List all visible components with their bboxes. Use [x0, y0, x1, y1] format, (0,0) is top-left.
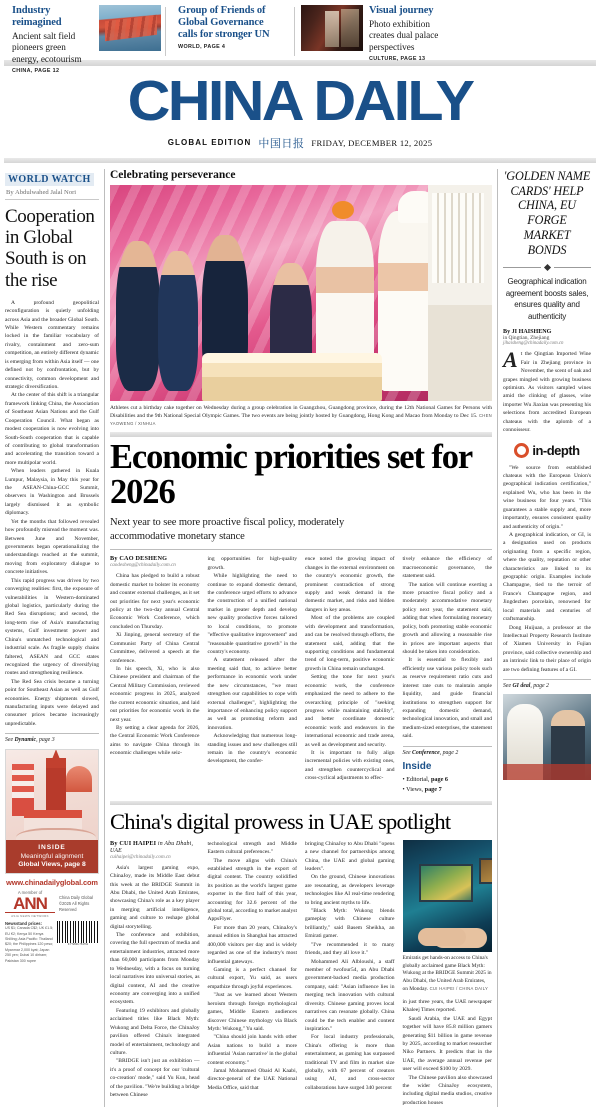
- main-headline[interactable]: Economic priorities set for 2026: [110, 438, 472, 511]
- paragraph: A geographical indication, or GI, is a designation used on products originating from a specific region, where the quality, reputation or other characteristics are linked to its geographic origin. Examples include Champagne, tied to the terroir of France's Champagne region, and Jingdezhen porcelain, renowned for local materials and centuries of craftsmanship.: [503, 531, 591, 623]
- uae-column-3: [305, 840, 395, 1107]
- athlete-figure: [116, 241, 160, 391]
- left-column: [5, 169, 104, 1107]
- story-body: [305, 555, 395, 782]
- bridge-illustration: [16, 828, 96, 840]
- paragraph: Setting the tone for next year's economic work, the conference emphasized the need to adhere to the overarching principle of "seeking progress while maintaining stability", and better coordinate domestic economic work and endeavors in the international economic and trade arena, as well as development and security.: [305, 674, 395, 748]
- inside-heading: Inside: [402, 760, 432, 772]
- in-depth-brand: [503, 443, 591, 458]
- story-body: [110, 864, 200, 1100]
- paragraph: Most of the problems are coupled with development and transformation, and can be resolved through efforts, the statement said, adding that the supporting conditions and fundamental trend of long-term, positive economic growth in China remain unchanged.: [305, 615, 395, 672]
- paragraph: The move aligns with China's established strength in the export of digital content. The country solidified its position as the world's largest game exporter in the first half of this year, accounting for 32.6 percent of the global total, according to market analyst AppsFlyer.: [207, 857, 297, 923]
- page-grid: [0, 163, 600, 1107]
- story-column-4: [403, 555, 493, 795]
- barcode-block: [57, 921, 99, 964]
- lead-photo-caption: [110, 401, 492, 428]
- paragraph: While highlighting the need to continue to expand domestic demand, the conference urged efforts to advance the construction of a unified national market in greater depth and develop new quality productive forces tailored to local conditions, to promote "effective qualitative improvement" and "reasonable quantitative growth" in the country's economy.: [207, 573, 297, 655]
- teaser-kicker: Visual journey: [369, 5, 434, 16]
- barcode-icon: [57, 921, 99, 943]
- promo-page-ref: Global Views, page 8: [18, 861, 86, 869]
- world-watch-headline[interactable]: Cooperation in Global South is on the rise: [5, 205, 95, 291]
- story-body: [208, 840, 298, 1093]
- uae-column-1: [110, 840, 200, 1107]
- website-url[interactable]: www.chinadailyglobal.com: [6, 878, 98, 888]
- athlete-figure: [158, 251, 198, 391]
- chinese-title-characters: 中国日报: [258, 136, 305, 150]
- gi-byline: By JI HAISHENG: [503, 329, 552, 336]
- kremlin-tower-illustration: [46, 758, 66, 816]
- center-column: [105, 169, 497, 1107]
- paragraph: in just three years, the UAE newspaper Khaleej Times reported.: [402, 998, 492, 1014]
- uae-story-columns: [110, 840, 492, 1107]
- paragraph: A statement released after the meeting said that, to achieve better performance in economic work under the new circumstances, "we must strengthen our capabilities to cope with external challenges", highlighting the importance of enhancing policy support as well as promoting reform and innovation.: [207, 657, 297, 731]
- gi-byline-email[interactable]: jihaisheng@chinadaily.com.cn: [503, 341, 564, 347]
- player-hand: [418, 928, 466, 946]
- teaser-deck: Ancient salt field pioneers green energy, ecotourism: [12, 31, 82, 64]
- edition-label: GLOBAL EDITION: [167, 138, 252, 148]
- paragraph: Xi Jinping, general secretary of the Communist Party of China Central Committee, delivered a speech at the conference.: [110, 632, 200, 664]
- photo-foreground-band: [503, 764, 591, 780]
- world-watch-badge: WORLD WATCH: [5, 173, 94, 186]
- main-deck: Next year to see more proactive fiscal policy, moderately accommodative monetary stance: [110, 517, 345, 542]
- newspaper-title[interactable]: CHINA DAILY: [127, 69, 473, 133]
- paragraph: When leaders gathered in Kuala Lumpur, Malaysia, in May this year for the ASEAN-China-GCC Summit, observers in Washington and Brussels largely dismissed it as symbolic diplomacy.: [5, 468, 99, 517]
- story-column-2: [208, 555, 298, 795]
- inside-list: [403, 775, 493, 796]
- divider: [5, 199, 99, 200]
- uae-column-2: [208, 840, 298, 1107]
- teaser-item-culture[interactable]: [301, 5, 451, 62]
- teaser-kicker: Industry reimagined: [12, 5, 62, 29]
- paragraph: Yet the months that followed revealed how profoundly misread the moment was. Between June and November, governments began operationalizing the understandings reached at the summit, moving from exploratory dialogue to concrete initiatives.: [5, 518, 99, 576]
- deck-row: [110, 516, 492, 543]
- main-story-columns: [110, 555, 492, 795]
- paragraph: Saudi Arabia, the UAE and Egypt together will have 85.8 million gamers generating $11 billion in game revenue by 2025, according to market researcher Niko Partners. It predicts that in the UAE, the average annual revenue per user will exceed $100 by 2029.: [402, 1015, 492, 1073]
- story-body: [208, 555, 298, 766]
- gi-byline-location: in Qingtian, Zhejiang: [503, 335, 550, 342]
- birthday-cake-celebration-photo: [110, 185, 492, 401]
- lead-photo-kicker: Celebrating perseverance: [110, 168, 236, 181]
- gi-lead-paragraph: At the Qingtian Imported Wine Fair in Zhejiang province in November, the scent of oak and grapes mingled with growing business optimism. As visitors sampled wines amid the clinking of glasses, wine importer Wu Jiaxian was presenting his selections from accredited European chateaus with the aplomb of a connoisseur.: [503, 347, 592, 434]
- story-body: [403, 555, 493, 740]
- paragraph: ing opportunities for high-quality growth.: [207, 556, 297, 571]
- paragraph: For local industry professionals, China's offering is more than entertainment, as gaming has surpassed traditional TV and film in market size globally, with 67 percent of creators using AI, and cross-sector collaborations have surged 340 percent: [305, 1034, 395, 1091]
- gaming-expo-photo: [403, 840, 493, 952]
- paragraph: The nation will continue exerting a more proactive fiscal policy and a moderately accommodative monetary policy next year, the statement said, adding that when formulating monetary policy, both promoting stable economic growth and allowing a reasonable rise in prices are important aspects that should be taken into consideration.: [402, 581, 492, 655]
- paragraph: "Black Myth: Wukong blends gameplay with Chinese culture brilliantly," said Basem Sheikha, an Emirati gamer.: [305, 908, 395, 940]
- monitor-screen: [479, 858, 493, 884]
- see-prefix: See: [402, 749, 412, 756]
- see-page: , page 2: [530, 683, 549, 690]
- world-watch-body: [5, 299, 99, 729]
- prices-title: Newsstand prices:: [5, 921, 43, 927]
- paragraph: Dong Huijuan, a professor at the Intellectual Property Research Institute of Xiamen University in Fujian province, said collective ownership and an intrinsic link to their place of origin are two defining features of a GI.: [503, 624, 591, 673]
- paragraph: "Just as we learned about Western heroism through foreign mythological games, Middle Eastern audiences discover Chinese mythology via Black Myth: Wukong," Yu said.: [207, 992, 297, 1032]
- world-watch-author: By Abdulwahed Jalal Nori: [6, 188, 77, 196]
- museum-exhibition-thumbnail-image: [301, 5, 363, 51]
- paragraph: By setting a clear agenda for 2026, the Central Economic Work Conference aims to navigate China through its economic challenges while seiz-: [110, 724, 200, 757]
- paragraph: Acknowledging that numerous long-standing issues and new challenges still remain in the country's economic development, the confer-: [207, 733, 297, 765]
- see-page: , page 3: [36, 737, 55, 744]
- ann-subtitle: ASIA NEWS NETWORK: [5, 912, 55, 918]
- paragraph: "China should join hands with other Asian nations to build a more influential 'Asian narrative' in the global content economy.": [207, 1034, 297, 1066]
- teaser-deck: Photo exhibition creates dual palace perspectives: [369, 19, 439, 52]
- teaser-page-ref: CULTURE, PAGE 13: [369, 55, 426, 62]
- paragraph: "BRIDGE isn't just an exhibition — it's a proof of concept for our 'cultural co-creation' mode," said Yu Kun, head of the pavilion. "We're building a bridge between Chinese: [110, 1058, 200, 1099]
- barcode-number: 9 772631 751761: [67, 943, 89, 947]
- story-column-3: [305, 555, 395, 795]
- see-target: GI deal: [512, 683, 531, 690]
- paragraph: The Chinese pavilion also showcased the wider ChinaJoy ecosystem, including digital media studios, creative production houses: [402, 1074, 492, 1106]
- photo-credit: CHEN YAOWENG / XINHUA: [110, 412, 493, 426]
- byline-name: By CUI HAIPEI: [110, 839, 157, 847]
- paragraph: In his speech, Xi, who is also Chinese president and chairman of the Central Military Commission, reviewed economic progress in 2025, analyzed the current economic situation, and laid out priorities for economic work in the next year.: [110, 665, 200, 723]
- inside-item[interactable]: [403, 785, 493, 796]
- paragraph: The conference and exhibition, covering the full spectrum of media and entertainment industries, attracted more than 60,000 participants from Monday to Wednesday, with a focus on turning local narratives into universal stories, as digital content, AI and the creative economy are converging into a unified ecosystem.: [110, 932, 200, 1006]
- byline-location: in Abu Dhabi, UAE: [110, 840, 194, 854]
- paragraph: bringing ChinaJoy to Abu Dhabi "opens a new channel for partnerships among China, the UAE and global gaming leaders".: [305, 840, 395, 872]
- inside-item-label: • Editorial,: [402, 775, 431, 783]
- paragraph: ence noted the growing impact of changes in the external environment on the country's economic growth, the prominent contradiction of strong supply and weak demand in the domestic market, and risks and hidden dangers in key areas.: [305, 556, 395, 613]
- paragraph: This rapid progress was driven by two converging realities: first, the exposure of vulnerabilities in Western-dominated global logistics, particularly during the Red Sea disruptions; and second, the long-term rise of Asia's manufacturing systems, Gulf investment power and China's unmatched technological and industrial scale. As fragile supply chains faltered, ASEAN and GCC states recognized the urgency of diversifying routes and strengthening resilience.: [5, 577, 99, 677]
- section-rule: [110, 801, 492, 805]
- story-body: [110, 572, 200, 757]
- footer-block: [5, 890, 99, 918]
- promo-title: Meaningful alignment: [20, 853, 84, 861]
- main-byline: By CAO DESHENG: [110, 555, 168, 563]
- teaser-page-ref: CHINA, PAGE 12: [12, 67, 60, 74]
- paragraph: On the ground, Chinese innovations are resonating, as developers leverage technologies like AI real-time rendering to bring ancient myths to life.: [305, 874, 395, 906]
- paragraph: China has pledged to build a robust domestic market to bolster its economy and counter external challenges, as it set out priorities for next year's economic policy at the two-day annual Central Economic Work Conference, which concluded on Thursday.: [110, 573, 200, 630]
- promo-illustration: [6, 750, 98, 840]
- circle-icon: [514, 443, 529, 458]
- newsstand-prices: [5, 921, 54, 964]
- inside-item-page: page 7: [424, 786, 442, 794]
- paragraph: For more than 20 years, ChinaJoy's annual edition in Shanghai has attracted 400,000 visitors per day and is widely regarded as one of the industry's most influential gateways.: [207, 924, 297, 965]
- teaser-item-china[interactable]: [6, 5, 161, 74]
- paragraph: Mohammed Ali Albloushi, a staff member of twofour54, an Abu Dhabi government-backed media production company, said: "Asian influence lies in merging tech innovation with cultural diversity. Chinese gaming proves local narratives can resonate globally. China could be the tech enabler and content inspiration.": [305, 958, 395, 1032]
- teaser-item-world[interactable]: [172, 5, 290, 58]
- inside-item-page: page 6: [430, 775, 448, 783]
- salt-field-thumbnail-image: [99, 5, 161, 51]
- paragraph: "I've recommended it to many friends, and they all love it.": [305, 941, 395, 957]
- paragraph: The Red Sea crisis became a turning point for Southeast Asian as well as Gulf economies. Energy shipments slowed, manufacturing inputs were delayed and consumer prices became increasingly unpredictable.: [5, 678, 99, 727]
- gi-continuation-ref[interactable]: [503, 679, 591, 689]
- teaser-page-ref: WORLD, PAGE 4: [178, 44, 226, 51]
- paragraph: It is essential to flexibly and efficiently use various policy tools such as reserve requirement ratio cuts and interest rate cuts to maintain ample liquidity, and guide financial institutions to strengthen support for expanding domestic demand, technological innovation, and small and medium-sized enterprises, the statement said.: [402, 657, 492, 740]
- caption-text: Emiratis get hands-on access to China's globally acclaimed game Black Myth: Wukong at the BRIDGE Summit 2025 in Abu Dhabi, the United Arab Emirates, on Monday.: [402, 954, 492, 992]
- inside-item-label: • Views,: [402, 786, 425, 794]
- ann-logo: ANN: [13, 894, 47, 914]
- ann-member-label: A member of: [17, 890, 43, 896]
- paragraph: Featuring 19 exhibitors and globally acclaimed titles like Black Myth: Wukong and Delta Force, the ChinaJoy pavilion offered China's integrated model of entertainment, technology and culture.: [110, 1007, 200, 1056]
- gi-deck: Geographical indication agreement boosts sales, ensures quality and authenticity: [505, 276, 589, 321]
- publication-date: FRIDAY, DECEMBER 12, 2025: [311, 137, 433, 148]
- world-watch-continuation-ref[interactable]: [5, 733, 99, 743]
- paragraph: It is important to fully align incremental policies with existing ones, and strengthen countercyclical and cross-cyclical adjustments to effec-: [305, 750, 395, 782]
- main-byline-email[interactable]: caodesheng@chinadaily.com.cn: [110, 562, 176, 569]
- uae-headline[interactable]: China's digital prowess in UAE spotlight: [110, 808, 451, 834]
- dome-illustration: [66, 766, 92, 792]
- see-target: Conference: [412, 749, 440, 756]
- rule-line: [503, 267, 541, 268]
- paragraph: Asia's largest gaming expo, ChinaJoy, made its Middle East debut this week at the BRIDGE Summit in Abu Dhabi, the United Arab Emirates, showcasing China's role as a key player in merging artificial intelligence, gaming and culture to reshape global digital storytelling.: [110, 864, 200, 930]
- see-prefix: See: [5, 737, 15, 744]
- inside-promo-card[interactable]: [5, 749, 99, 874]
- caption-text: Athletes cut a birthday cake together on Wednesday during a group celebration in Guangzhou, Guangdong province, during the 12th National Games for Persons with Disabilities and the 9th National Special Olympic Games. The two events are being jointly hosted by Guangdong, Hong Kong and Macao from Monday to Dec 15.: [110, 404, 492, 419]
- ann-logo-block: [5, 890, 55, 918]
- paragraph: "We source from established chateaus with the European Union's geographical indication certification," explained Wu, who has been in the wine business for four years. "This guarantees a stable supply and, more importantly, ensures consistent quality and authenticity of origin.": [503, 464, 591, 530]
- uae-photo-caption: [403, 952, 493, 994]
- teaser-divider: [165, 7, 166, 56]
- story-column-1: [110, 555, 200, 795]
- gi-body: [503, 464, 591, 675]
- uae-column-4: [403, 840, 493, 1107]
- see-target: Dynamic: [14, 737, 37, 744]
- prices-row: [5, 921, 99, 964]
- main-continuation-ref[interactable]: [403, 746, 493, 756]
- headline-rule: [110, 549, 492, 550]
- diamond-icon: [543, 264, 550, 271]
- cake-topper: [332, 201, 354, 219]
- prices-list: US $1; Canada C$2; UK £1.5; EU €2; Kenya 50 Kenya Shilling; Asia Pacific: Thailand $20; the Philippines 120 peso; Myanmar 2,000 kyat; Japan 250 yen; Dubai 10 dirham; Pakistan 300 rupee: [5, 926, 54, 963]
- paragraph: technological strength and Middle Eastern cultural preferences.": [207, 840, 297, 856]
- monitor-screen: [419, 864, 473, 902]
- diamond-divider: [503, 265, 591, 270]
- paragraph: tively enhance the efficiency of macroeconomic governance, the statement said.: [402, 556, 492, 580]
- promo-kicker: INSIDE: [38, 844, 66, 852]
- inside-item[interactable]: [403, 775, 493, 786]
- right-column: [498, 169, 591, 1107]
- paragraph: Gaming is a perfect channel for cultural export, Yu said, as users empathize through joyful experiences.: [207, 967, 297, 990]
- paragraph: At the center of this shift is a triangular framework linking China, the Association of Southeast Asian Nations and the Gulf Cooperation Council. What began as modest cooperation is now evolving into South-South cooperation that is capable of contributing to global transformation and accelerating the transition toward a more multipolar world.: [5, 392, 99, 466]
- story-body: [305, 840, 395, 1093]
- rule-line: [554, 267, 592, 268]
- gi-headline[interactable]: 'GOLDEN NAME CARDS' HELP CHINA, EU FORGE MARKET BONDS: [503, 168, 591, 258]
- teaser-divider: [294, 7, 295, 56]
- photo-credit: CUI HAIPEI / CHINA DAILY: [429, 985, 489, 991]
- story-body: [403, 998, 493, 1107]
- photo-right-panel: [428, 185, 492, 401]
- masthead-subline: [0, 135, 600, 151]
- wine-fair-photo: [503, 694, 591, 780]
- uae-byline-email[interactable]: cuihaipei@chinadaily.com.cn: [110, 853, 171, 860]
- paragraph: A profound geopolitical reconfiguration is quietly unfolding across Asia and the broader Global South. While Western commentary remains locked in the familiar vocabulary of rivalry, containment and zero-sum competition, an entirely different dynamic is emerging from within Asia itself — one defined not by confrontation, but by connectivity, common development and strategic diversification.: [5, 299, 99, 390]
- promo-caption: [6, 840, 98, 873]
- section-rule: [110, 432, 492, 437]
- in-depth-label: in-depth: [532, 442, 580, 458]
- masthead: [0, 66, 600, 151]
- teaser-kicker: Group of Friends of Global Governance calls for stronger UN: [178, 5, 270, 41]
- uae-byline: [110, 840, 200, 854]
- birthday-cake: [202, 353, 382, 401]
- paragraph: Jamal Mohammed Obaid Al Kaabi, director-general of the UAE National Media Office, said that: [207, 1068, 297, 1091]
- see-prefix: See: [503, 683, 513, 690]
- top-teaser-strip: [0, 0, 600, 74]
- pagoda-illustration: [12, 764, 34, 816]
- copyright-text: China Daily Global ©2025 All Rights Reserved: [59, 895, 93, 913]
- see-page: , page 2: [439, 749, 459, 756]
